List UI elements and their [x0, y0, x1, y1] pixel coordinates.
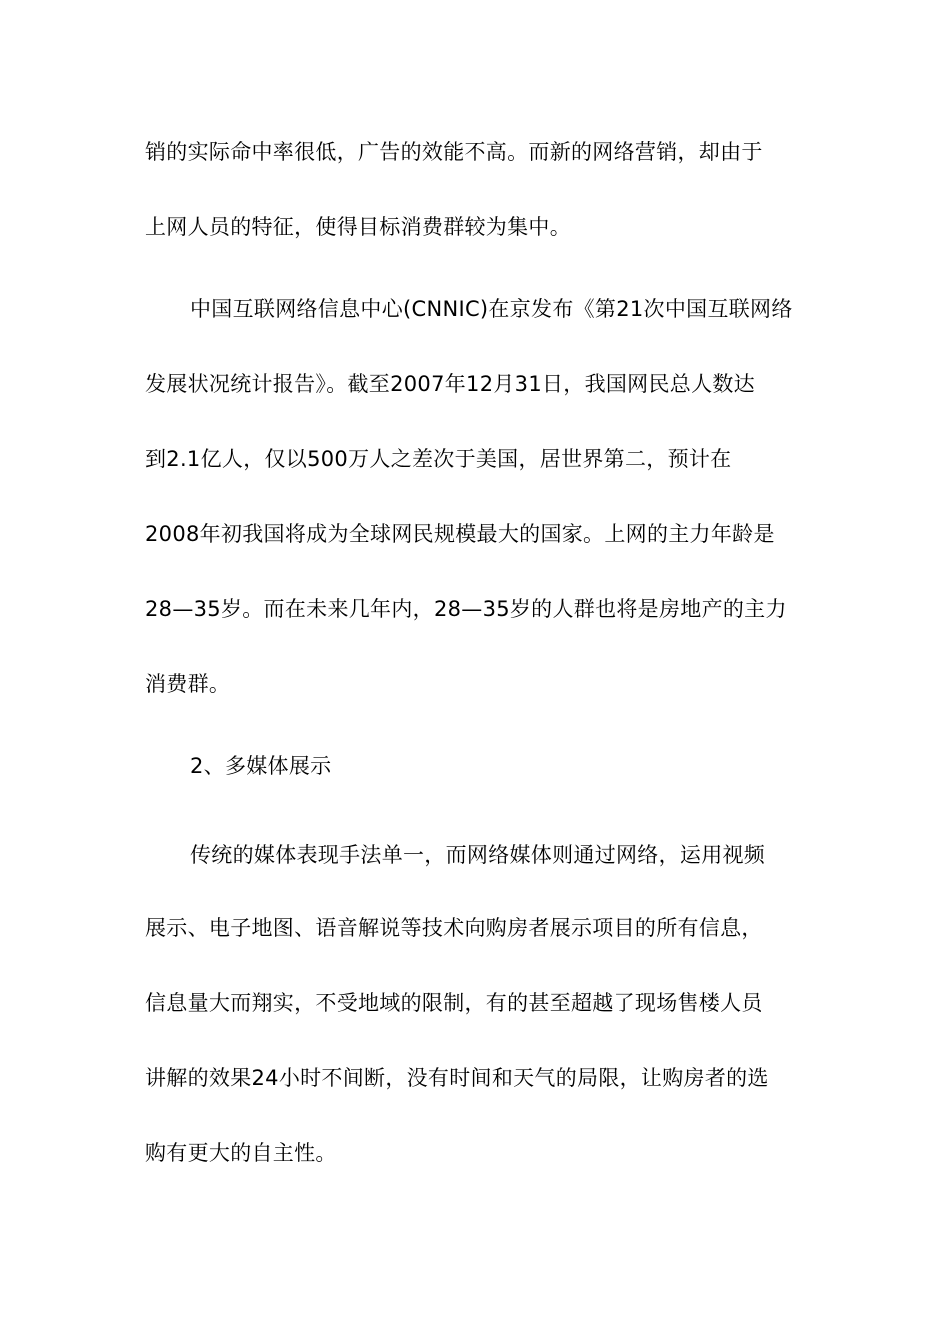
- paragraph-line: 展示、电子地图、语音解说等技术向购房者展示项目的所有信息，: [145, 916, 763, 940]
- paragraph-line: 传统的媒体表现手法单一，而网络媒体则通过网络，运用视频: [190, 843, 766, 867]
- paragraph-line: 上网人员的特征，使得目标消费群较为集中。: [145, 215, 571, 239]
- section-heading: 2、多媒体展示: [190, 754, 332, 778]
- paragraph-line: 销的实际命中率很低，广告的效能不高。而新的网络营销，却由于: [145, 140, 763, 164]
- paragraph-line: 消费群。: [145, 672, 231, 696]
- paragraph-line: 发展状况统计报告》。截至2007年12月31日，我国网民总人数达: [145, 372, 755, 396]
- paragraph-line: 28—35岁。而在未来几年内，28—35岁的人群也将是房地产的主力: [145, 597, 787, 621]
- paragraph-line: 购有更大的自主性。: [145, 1141, 337, 1165]
- paragraph-line: 到2.1亿人，仅以500万人之差次于美国，居世界第二，预计在: [145, 447, 732, 471]
- paragraph-line: 信息量大而翔实，不受地域的限制，有的甚至超越了现场售楼人员: [145, 991, 763, 1015]
- paragraph-line: 讲解的效果24小时不间断，没有时间和天气的局限，让购房者的选: [145, 1066, 769, 1090]
- paragraph-line: 中国互联网络信息中心(CNNIC)在京发布《第21次中国互联网络: [190, 297, 793, 321]
- paragraph-line: 2008年初我国将成为全球网民规模最大的国家。上网的主力年龄是: [145, 522, 775, 546]
